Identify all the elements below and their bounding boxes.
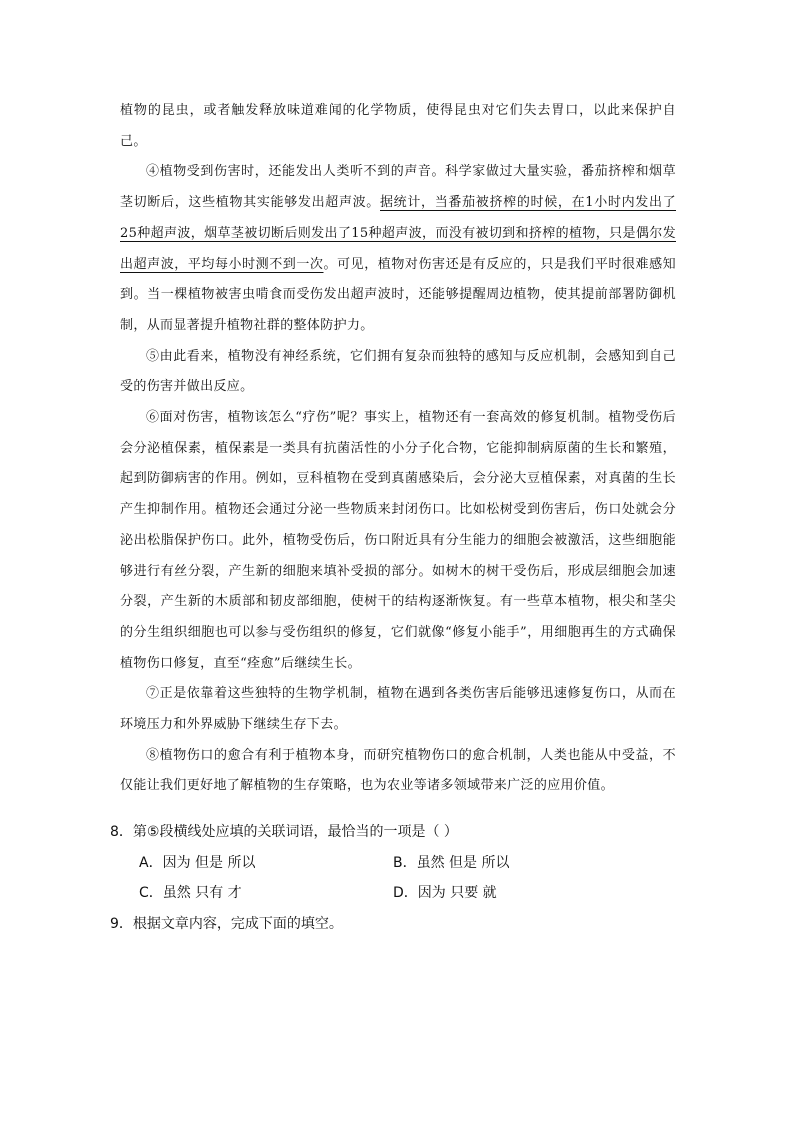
paragraph-4-rest: 。可见，植物对伤害还是有反应的，只是我们平时很难感知到。当一棵植物被害虫啃食而受伤发出超声波时，还能够提醒周边植物，使其提前部署防御机制，从而显著提升植物社群的整体防护力。: [120, 256, 676, 333]
option-a[interactable]: A．因为 但是 所以: [139, 854, 256, 871]
question-section: [110, 817, 690, 939]
paragraph-4-intro: ④植物受到伤害时，还能发出人类听不到的声音。科学家做过大量实验，番茄挤榨和烟草茎切断后，这些植物其实能够发出超声波。: [120, 164, 676, 211]
paragraph-7: ⑦正是依靠着这些独特的生物学机制，植物在遇到各类伤害后能够迅速修复伤口，从而在环境压力和外界威胁下继续生存下去。: [120, 686, 676, 733]
paragraph-4-underlined-sentence: 据统计，当番茄被挤榨的时候，在1小时内发出了25种超声波，烟草茎被切断后则发出了15种超声波，而没有被切到和挤榨的植物，只是偶尔发出超声波，平均每小时测不到一次: [120, 195, 676, 272]
option-c[interactable]: C．虽然 只有 才: [139, 885, 242, 901]
paragraph-4: [120, 157, 676, 341]
paragraph-8: ⑧植物伤口的愈合有利于植物本身，而研究植物伤口的愈合机制，人类也能从中受益，不仅能让我们更好地了解植物的生存策略，也为农业等诸多领域带来广泛的应用价值。: [120, 747, 676, 794]
question-9-stem: 9．根据文章内容，完成下面的填空。: [110, 915, 343, 932]
option-b[interactable]: B．虽然 但是 所以: [393, 854, 510, 871]
reading-passage: [120, 96, 676, 802]
paragraph-continued: 植物的昆虫，或者触发释放味道难闻的化学物质，使得昆虫对它们失去胃口，以此来保护自己。: [120, 103, 676, 149]
paragraph-6: ⑥面对伤害，植物该怎么“疗伤”呢？事实上，植物还有一套高效的修复机制。植物受伤后会分泌植保素，植保素是一类具有抗菌活性的小分子化合物，它能抑制病原菌的生长和繁殖，起到防御病害的作用。例如，豆科植物在受到真菌感染后，会分泌大豆植保素，对真菌的生长产生抑制作用。植物还会通过分泌一些物质来封闭伤口。比如松树受到伤害后，伤口处就会分泌出松脂保护伤口。此外，植物受伤后，伤口附近具有分生能力的细胞会被激活，这些细胞能够进行有丝分裂，产生新的细胞来填补受损的部分。如树木的树干受伤后，形成层细胞会加速分裂，产生新的木质部和韧皮部细胞，使树干的结构逐渐恢复。有一些草本植物，根尖和茎尖的分生组织细胞也可以参与受伤组织的修复，它们就像“修复小能手”，用细胞再生的方式确保植物伤口修复，直至“痊愈”后继续生长。: [120, 410, 676, 671]
question-8-stem: 8．第⑤段横线处应填的关联词语，最恰当的一项是（ ）: [110, 824, 458, 840]
option-d[interactable]: D．因为 只要 就: [393, 885, 497, 901]
question-8-options: [110, 848, 690, 909]
paragraph-5: ⑤由此看来，植物没有神经系统，它们拥有复杂而独特的感知与反应机制，会感知到自己受的伤害并做出反应。: [120, 348, 676, 395]
